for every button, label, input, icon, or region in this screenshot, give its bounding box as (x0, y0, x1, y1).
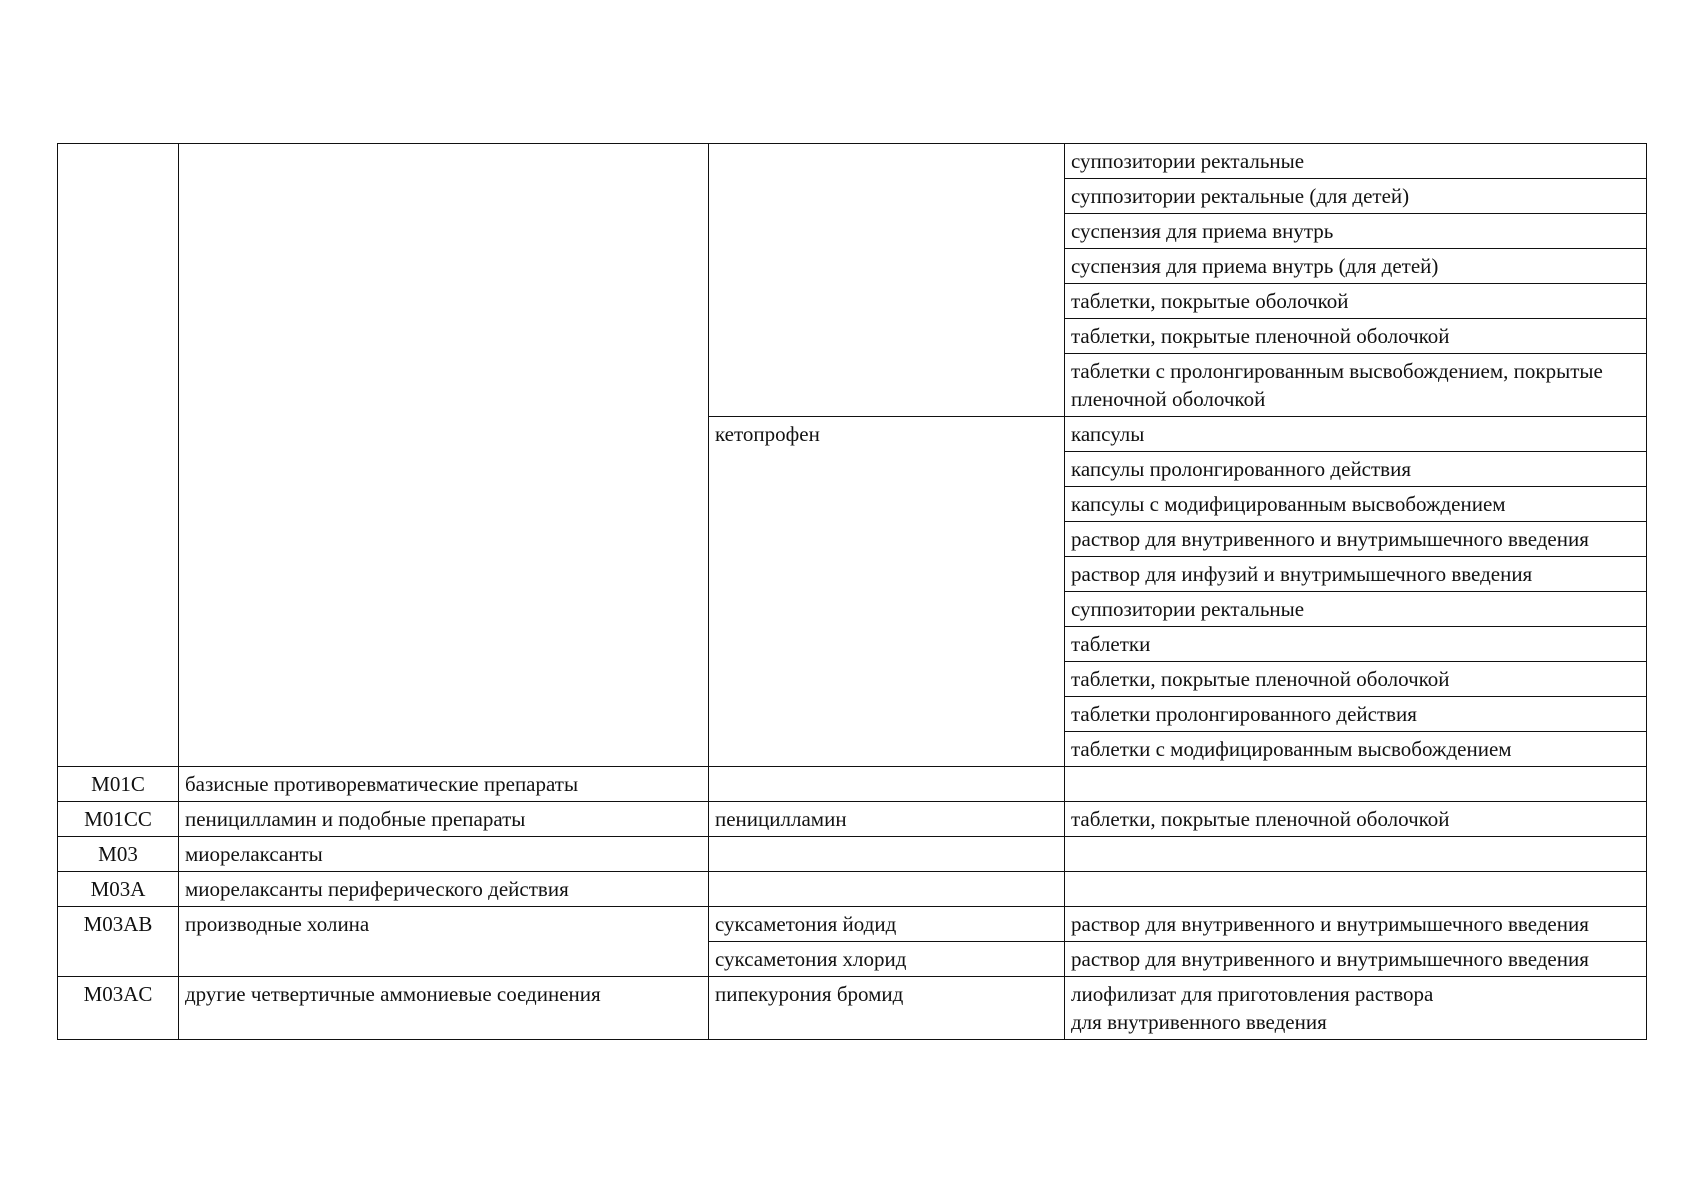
form-cell (1065, 977, 1647, 1040)
form-cell-empty (1065, 767, 1647, 802)
medication-table (57, 143, 1647, 1040)
table-row (58, 767, 1647, 802)
table-row (58, 802, 1647, 837)
drug-cell: пипекурония бромид (709, 977, 1065, 1040)
group-cell: другие четвертичные аммониевые соединения (179, 977, 709, 1040)
drug-cell-empty (709, 872, 1065, 907)
table-row (58, 977, 1647, 1040)
form-cell: капсулы (1065, 417, 1647, 452)
atc-code-cell: M03 (58, 837, 179, 872)
group-cell-empty (179, 144, 709, 767)
form-cell-empty (1065, 872, 1647, 907)
form-cell: таблетки (1065, 627, 1647, 662)
form-line: для внутривенного введения (1071, 1010, 1327, 1034)
form-cell: раствор для инфузий и внутримышечного введения (1065, 557, 1647, 592)
form-cell: раствор для внутривенного и внутримышечного введения (1065, 942, 1647, 977)
form-cell: суппозитории ректальные (1065, 144, 1647, 179)
form-cell: таблетки с пролонгированным высвобождением, покрытые пленочной оболочкой (1065, 354, 1647, 417)
form-cell: капсулы пролонгированного действия (1065, 452, 1647, 487)
group-cell: миорелаксанты периферического действия (179, 872, 709, 907)
atc-code-cell: M01C (58, 767, 179, 802)
code-cell-empty (58, 144, 179, 767)
form-line: лиофилизат для приготовления раствора (1071, 982, 1434, 1006)
group-cell: миорелаксанты (179, 837, 709, 872)
table-row (58, 837, 1647, 872)
form-cell: таблетки, покрытые пленочной оболочкой (1065, 802, 1647, 837)
form-cell: суппозитории ректальные (1065, 592, 1647, 627)
atc-code-cell: M01CC (58, 802, 179, 837)
form-cell: таблетки пролонгированного действия (1065, 697, 1647, 732)
form-cell: таблетки, покрытые пленочной оболочкой (1065, 319, 1647, 354)
group-cell: производные холина (179, 907, 709, 977)
atc-code-cell: M03AB (58, 907, 179, 977)
drug-cell: суксаметония хлорид (709, 942, 1065, 977)
form-cell: суппозитории ректальные (для детей) (1065, 179, 1647, 214)
table-row (58, 144, 1647, 179)
atc-code-cell: M03A (58, 872, 179, 907)
atc-code-cell: M03AC (58, 977, 179, 1040)
form-cell: раствор для внутривенного и внутримышечного введения (1065, 907, 1647, 942)
drug-cell-empty (709, 767, 1065, 802)
table-row (58, 907, 1647, 942)
group-cell: базисные противоревматические препараты (179, 767, 709, 802)
form-cell: таблетки с модифицированным высвобождением (1065, 732, 1647, 767)
table-row (58, 872, 1647, 907)
group-cell: пеницилламин и подобные препараты (179, 802, 709, 837)
form-cell: таблетки, покрытые оболочкой (1065, 284, 1647, 319)
drug-cell: пеницилламин (709, 802, 1065, 837)
drug-cell-empty (709, 144, 1065, 417)
drug-cell: суксаметония йодид (709, 907, 1065, 942)
drug-cell: кетопрофен (709, 417, 1065, 767)
form-cell-empty (1065, 837, 1647, 872)
form-cell: суспензия для приема внутрь (1065, 214, 1647, 249)
form-cell: таблетки, покрытые пленочной оболочкой (1065, 662, 1647, 697)
drug-cell-empty (709, 837, 1065, 872)
form-cell: суспензия для приема внутрь (для детей) (1065, 249, 1647, 284)
form-cell: раствор для внутривенного и внутримышечного введения (1065, 522, 1647, 557)
form-cell: капсулы с модифицированным высвобождением (1065, 487, 1647, 522)
